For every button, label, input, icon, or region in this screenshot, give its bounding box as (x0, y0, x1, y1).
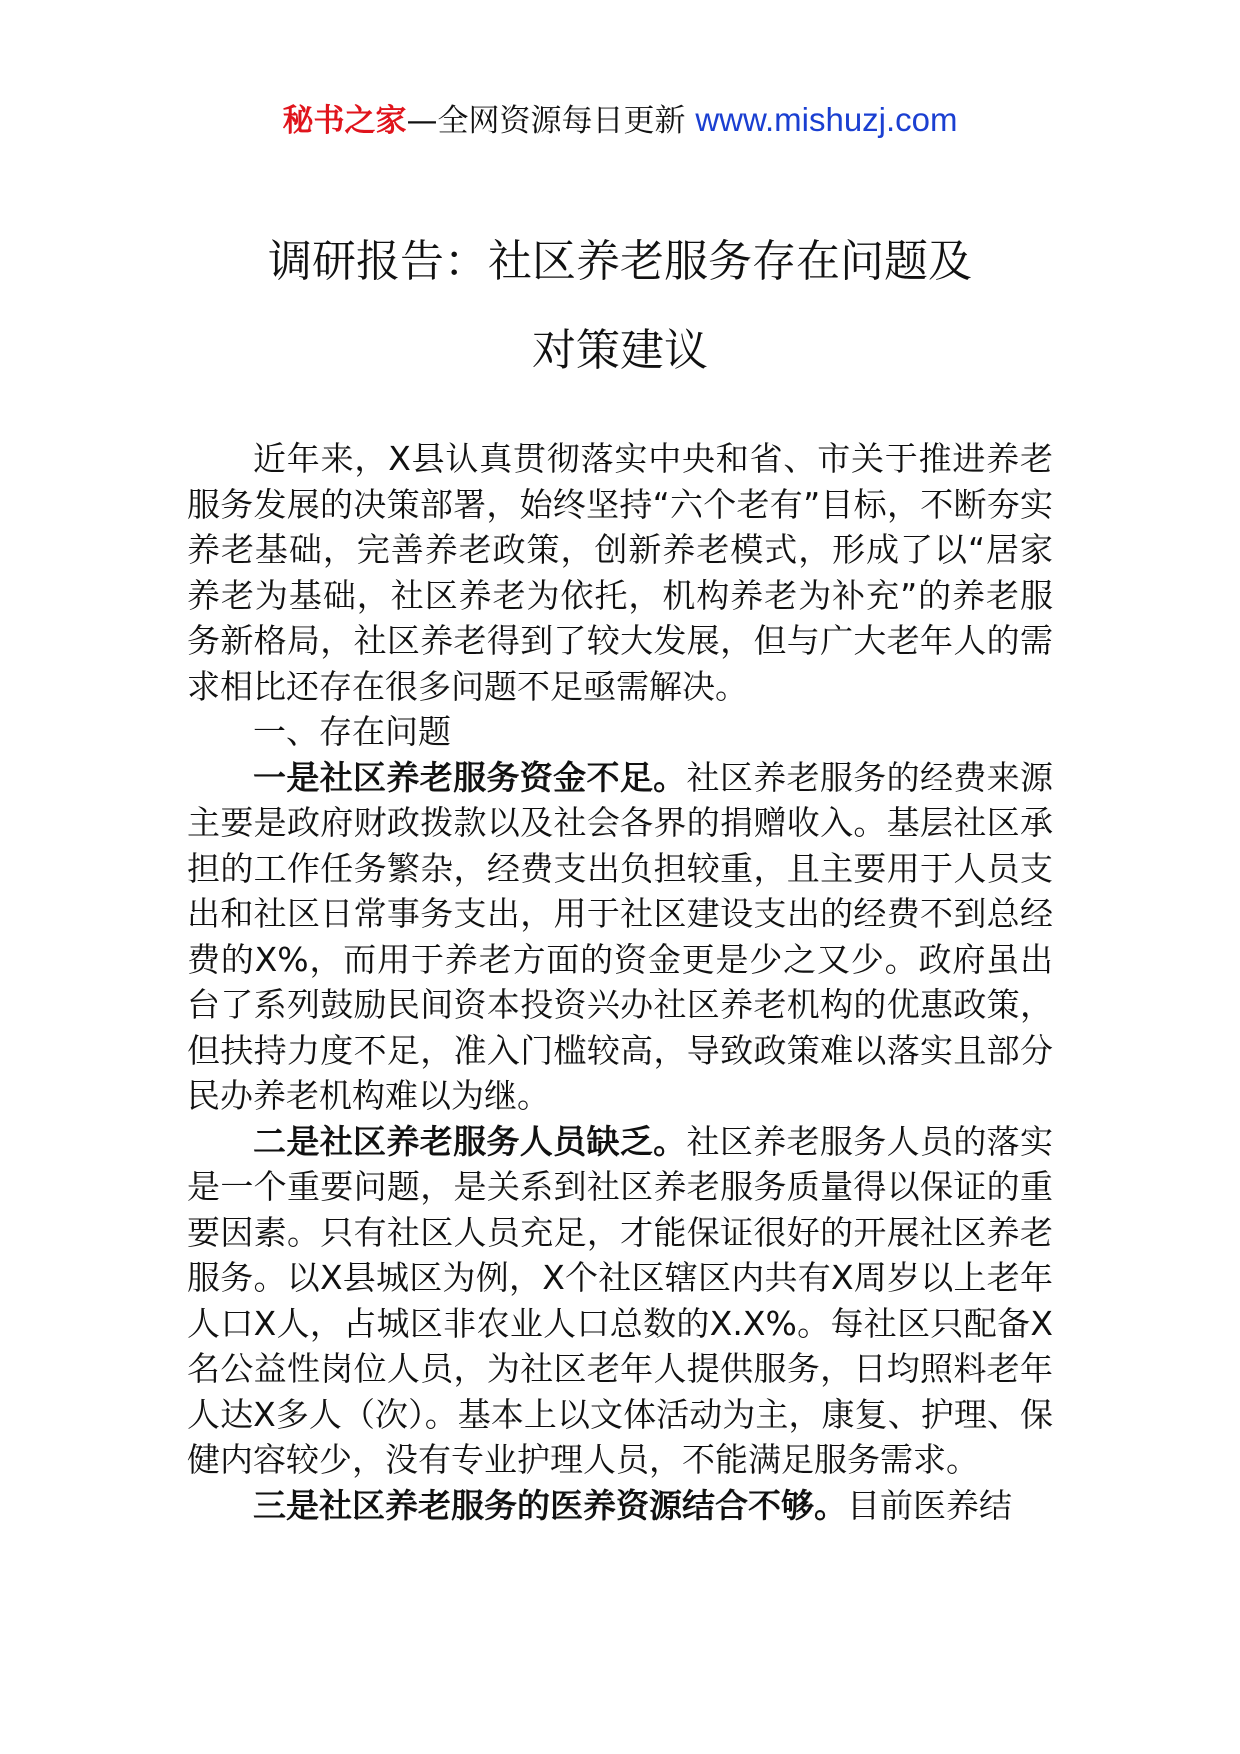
intro-paragraph: 近年来，X县认真贯彻落实中央和省、市关于推进养老服务发展的决策部署，始终坚持“六个老有”目标，不断夯实养老基础，完善养老政策，创新养老模式，形成了以“居家养老为基础，社区养老为依托，机构养老为补充”的养老服务新格局，社区养老得到了较大发展，但与广大老年人的需求相比还存在很多问题不足亟需解决。 (187, 439, 1053, 706)
site-url-link[interactable]: www.mishuzj.com (695, 101, 958, 138)
paragraph-lead: 二是社区养老服务人员缺乏。 (253, 1121, 687, 1161)
paragraph-lead: 一是社区养老服务资金不足。 (253, 757, 687, 797)
paragraph-funding (187, 755, 1053, 1119)
document-title-line-1: 调研报告：社区养老服务存在问题及 (268, 236, 972, 287)
document-body (187, 436, 1053, 1528)
paragraph-lead: 三是社区养老服务的医养资源结合不够。 (253, 1485, 847, 1525)
site-brand: 秘书之家 (282, 103, 407, 139)
paragraph-text: 目前医养结 (847, 1485, 1012, 1525)
paragraph-text: 社区养老服务人员的落实是一个重要问题，是关系到社区养老服务质量得以保证的重要因素。只有社区人员充足，才能保证很好的开展社区养老服务。以X县城区为例，X个社区辖区内共有X周岁以上老年人口X人，占城区非农业人口总数的X.X%。每社区只配备X名公益性岗位人员，为社区老年人提供服务，日均照料老年人达X多人（次）。基本上以文体活动为主，康复、护理、保健内容较少，没有专业护理人员，不能满足服务需求。 (187, 1121, 1054, 1479)
document-title-line-2: 对策建议 (532, 325, 708, 376)
site-header (0, 98, 1240, 143)
section-heading-problems: 一、存在问题 (253, 712, 451, 751)
site-slogan: —全网资源每日更新 (406, 103, 686, 139)
paragraph-medical (187, 1483, 1053, 1529)
paragraph-staffing (187, 1119, 1053, 1483)
paragraph-text: 社区养老服务的经费来源主要是政府财政拨款以及社会各界的捐赠收入。基层社区承担的工作任务繁杂，经费支出负担较重，且主要用于人员支出和社区日常事务支出，用于社区建设支出的经费不到总经费的X%，而用于养老方面的资金更是少之又少。政府虽出台了系列鼓励民间资本投资兴办社区养老机构的优惠政策，但扶持力度不足，准入门槛较高，导致政策难以落实且部分民办养老机构难以为继。 (187, 757, 1054, 1115)
